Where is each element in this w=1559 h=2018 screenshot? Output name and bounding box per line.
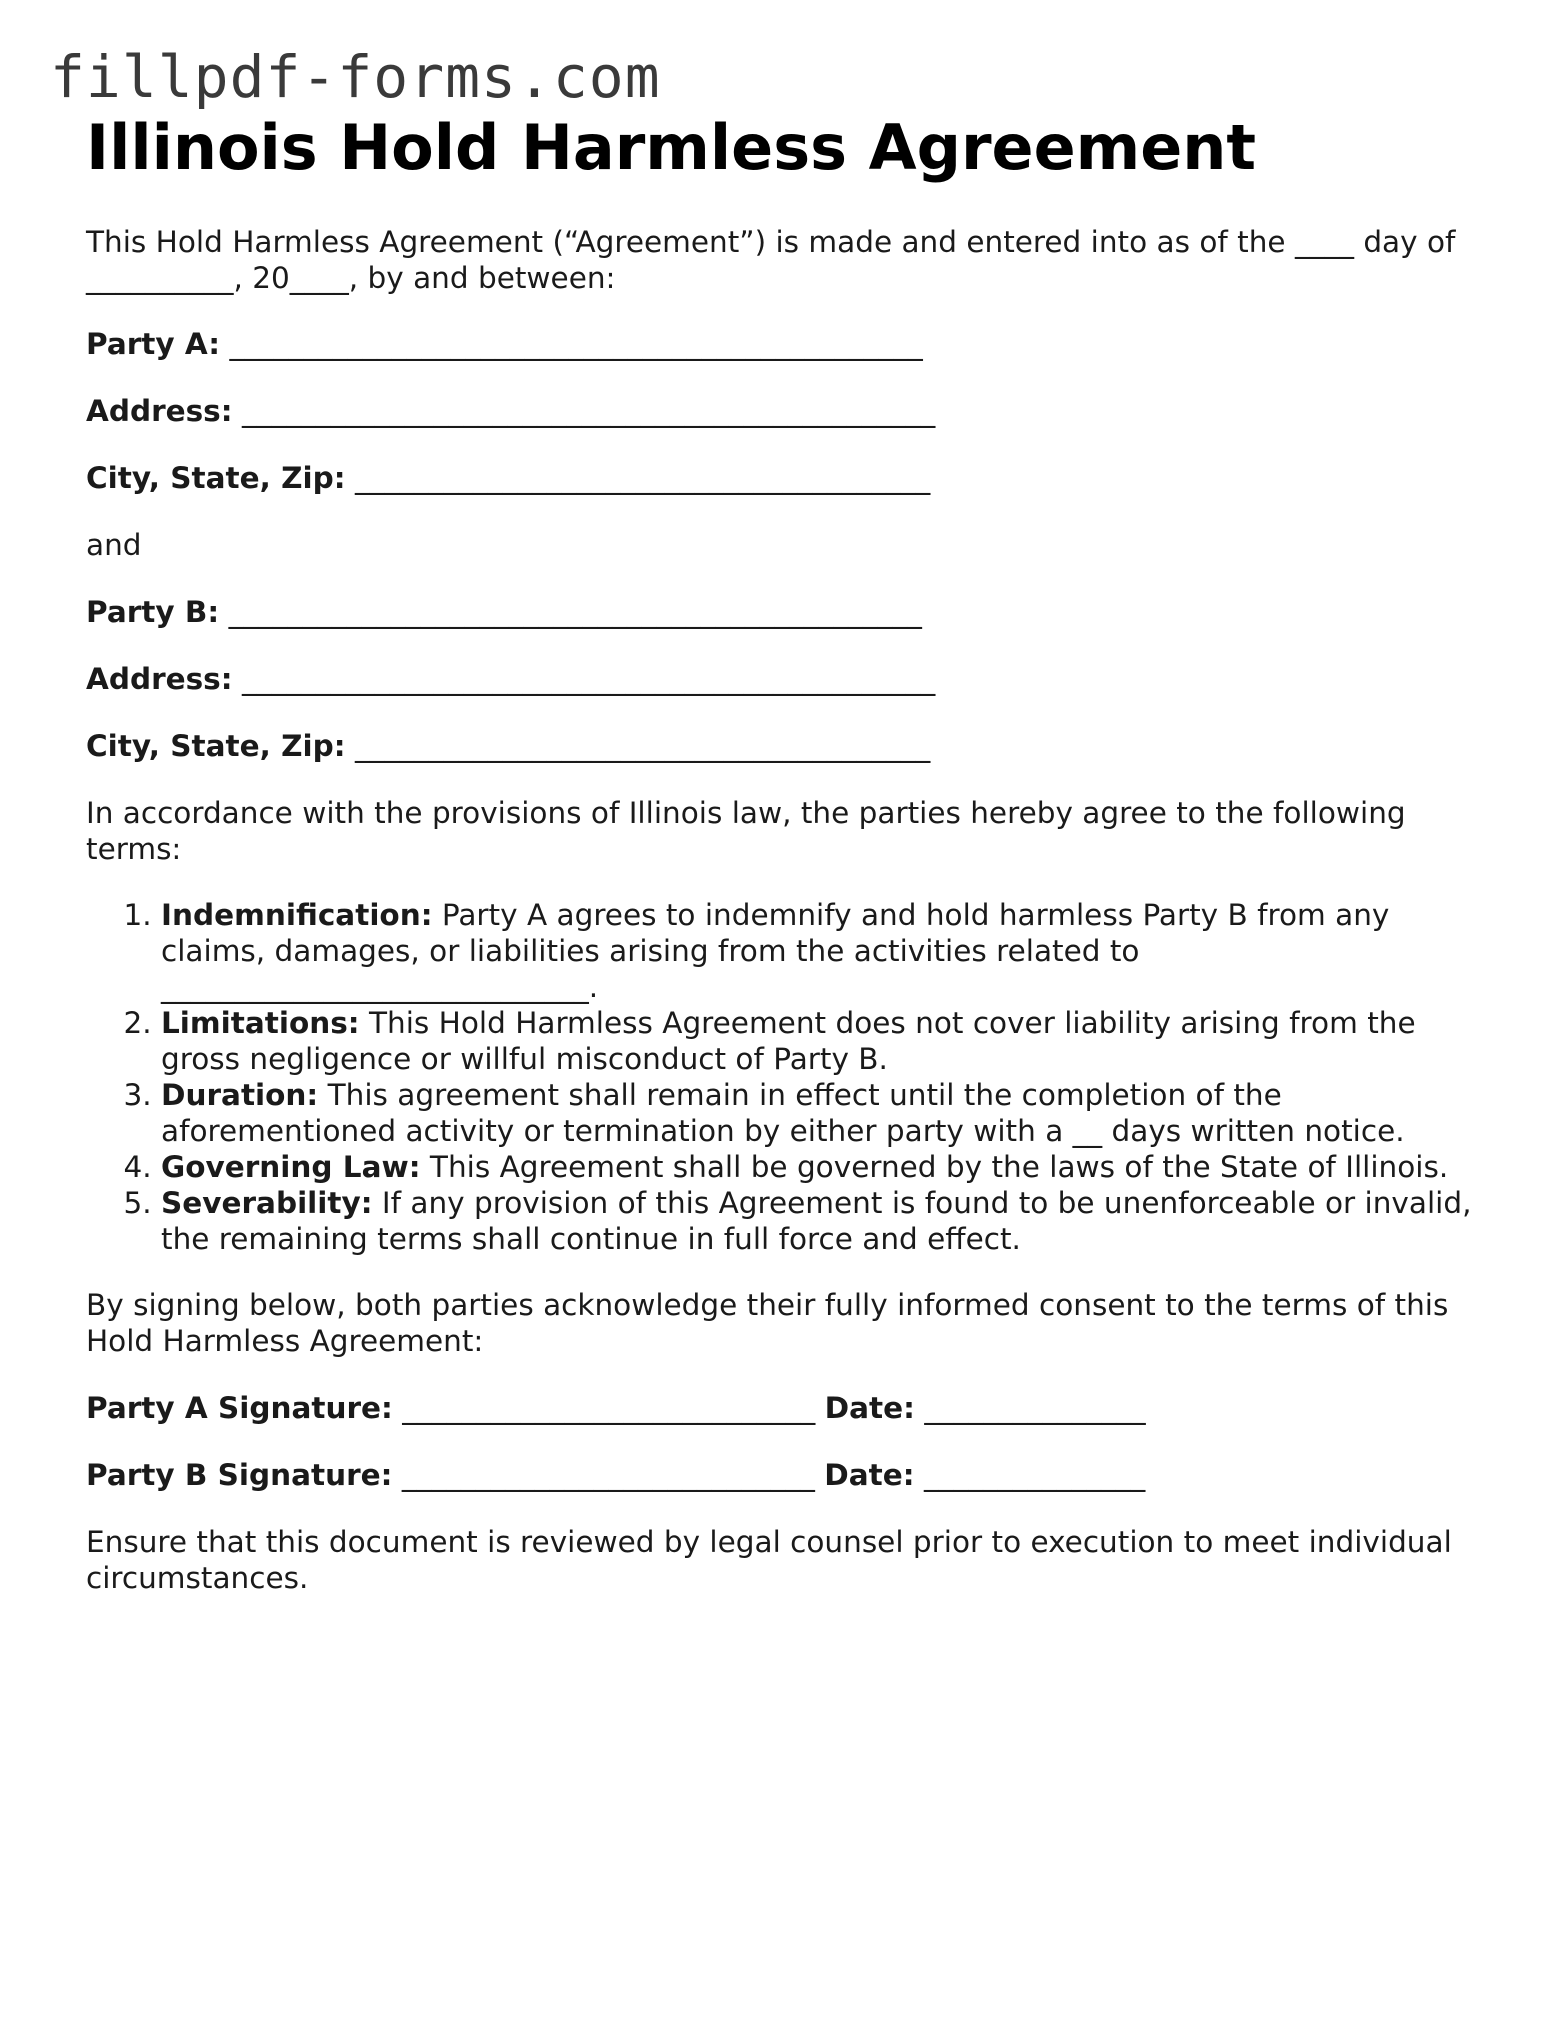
- term-label: Indemnification:: [161, 898, 433, 932]
- party-a-address-line: [86, 393, 1486, 429]
- agreement-terms-intro: In accordance with the provisions of Illinois law, the parties hereby agree to the following terms:: [86, 796, 1406, 866]
- party-a-signature-line: [86, 1390, 1486, 1426]
- party-b-address-line: [86, 661, 1486, 697]
- term-label: Governing Law:: [161, 1150, 421, 1184]
- party-b-signature-label: Party B Signature:: [86, 1458, 393, 1492]
- party-a-name-label: Party A:: [86, 327, 221, 361]
- party-b-signature-line: [86, 1457, 1486, 1493]
- page-title: Illinois Hold Harmless Agreement: [86, 111, 1257, 184]
- watermark: fillpdf-forms.com: [50, 43, 661, 111]
- term-text: This Hold Harmless Agreement does not cover liability arising from the gross negligence or willful misconduct of Party B.: [161, 1006, 1416, 1076]
- party-a-name-line: [86, 326, 1486, 362]
- party-b-name-label: Party B:: [86, 595, 220, 629]
- party-a-signature-field[interactable]: ____________________________: [402, 1391, 816, 1425]
- term-text: This Agreement shall be governed by the laws of the State of Illinois.: [429, 1150, 1449, 1184]
- legal-counsel-note: Ensure that this document is reviewed by legal counsel prior to execution to meet individual circumstances.: [86, 1525, 1452, 1595]
- party-b-signature-field[interactable]: ____________________________: [401, 1458, 815, 1492]
- party-b-name-field[interactable]: _______________________________________________: [228, 595, 922, 629]
- term-text: If any provision of this Agreement is found to be unenforceable or invalid, the remaining terms shall continue in full force and effect.: [161, 1186, 1472, 1256]
- party-a-date-field[interactable]: _______________: [924, 1391, 1146, 1425]
- term-text: This agreement shall remain in effect until the completion of the aforementioned activity or termination by either party with a __ days written notice.: [161, 1078, 1405, 1148]
- party-a-signature-label: Party A Signature:: [86, 1391, 393, 1425]
- and-text: and: [86, 528, 142, 562]
- party-b-city-line: [86, 728, 1486, 764]
- term-item: [161, 1185, 1481, 1257]
- term-label: Duration:: [161, 1078, 319, 1112]
- terms-list: [86, 897, 1481, 1257]
- party-b-date-label: Date:: [824, 1458, 915, 1492]
- term-item: [161, 1005, 1481, 1077]
- term-label: Severability:: [161, 1186, 373, 1220]
- term-item: [161, 897, 1481, 1005]
- party-a-address-field[interactable]: _______________________________________________: [241, 394, 936, 428]
- party-b-name-line: [86, 594, 1486, 630]
- party-a-city-line: [86, 460, 1486, 496]
- party-a-date-label: Date:: [824, 1391, 915, 1425]
- document-page: [86, 112, 1486, 1596]
- party-a-city-label: City, State, Zip:: [86, 461, 346, 495]
- party-b-address-label: Address:: [86, 662, 233, 696]
- term-label: Limitations:: [161, 1006, 360, 1040]
- consent-paragraph: By signing below, both parties acknowledge their fully informed consent to the terms of this Hold Harmless Agreement:: [86, 1288, 1449, 1358]
- party-a-city-field[interactable]: _______________________________________: [354, 461, 931, 495]
- intro-paragraph: This Hold Harmless Agreement (“Agreement”) is made and entered into as of the ____ day of __________, 20____, by and between:: [86, 225, 1456, 295]
- party-b-city-label: City, State, Zip:: [86, 729, 346, 763]
- term-item: [161, 1077, 1481, 1149]
- party-b-date-field[interactable]: _______________: [923, 1458, 1146, 1492]
- party-a-address-label: Address:: [86, 394, 233, 428]
- party-b-city-field[interactable]: _______________________________________: [354, 729, 931, 763]
- party-a-name-field[interactable]: _______________________________________________: [229, 327, 923, 361]
- party-b-address-field[interactable]: _______________________________________________: [241, 662, 936, 696]
- term-text: Party A agrees to indemnify and hold harmless Party B from any claims, damages, or liabilities arising from the activities related to _____________________________.: [161, 898, 1390, 1004]
- term-item: [161, 1149, 1481, 1185]
